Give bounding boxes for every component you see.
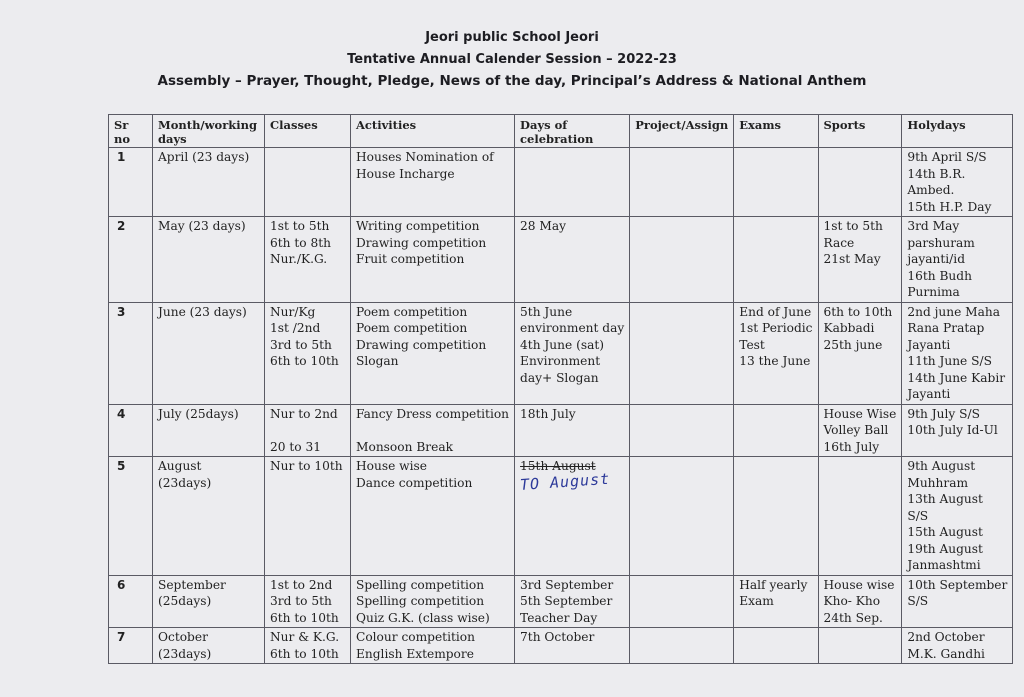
struck-text: 15th August <box>520 459 596 473</box>
session-title: Tentative Annual Calender Session – 2022-23 <box>347 52 677 67</box>
cell-line: Nur to 10th <box>270 459 343 473</box>
cell-line: 9th August <box>907 459 976 473</box>
cell-line: 2nd October <box>907 630 985 644</box>
cell-holidays <box>902 148 1013 217</box>
cell-line: 5th September <box>520 594 613 608</box>
cell-line: English Extempore <box>356 646 474 661</box>
cell-line: Kabbadi <box>823 321 875 335</box>
cell-month <box>153 457 265 576</box>
cell-line: Slogan <box>356 354 399 368</box>
cell-activities <box>351 457 515 576</box>
cell-line: 9th April S/S <box>907 150 987 164</box>
col-activities: Activities <box>351 115 515 148</box>
col-sports: Sports <box>818 115 902 148</box>
cell-line: July (25days) <box>158 406 239 421</box>
cell-line: Writing competition <box>356 219 480 233</box>
table-row <box>109 628 1013 664</box>
col-project: Project/Assign <box>630 115 734 148</box>
cell-line: 9th July S/S <box>907 406 980 421</box>
cell-line: 10th July Id-Ul <box>907 423 998 437</box>
table-row <box>109 217 1013 303</box>
cell-line: 14th June Kabir <box>907 370 1006 385</box>
cell-line: jayanti/id <box>907 252 965 266</box>
cell-line: 3rd September <box>520 577 614 592</box>
cell-line: 15th August <box>907 525 983 539</box>
cell-line: 16th Budh <box>907 268 972 283</box>
cell-line: 15th H.P. Day <box>907 199 992 214</box>
cell-month <box>153 628 265 664</box>
cell-line: 11th June S/S <box>907 354 992 368</box>
cell-activities <box>351 148 515 217</box>
cell-holidays <box>902 575 1013 628</box>
cell-project <box>630 628 734 664</box>
cell-line: Jayanti <box>907 337 951 352</box>
cell-line: 6th to 10th <box>823 304 893 319</box>
cell-line: Nur & K.G. <box>270 630 340 644</box>
cell-line: September <box>158 577 226 592</box>
cell-classes <box>265 302 351 404</box>
cell-line: 1st to 5th <box>270 219 330 233</box>
cell-line: Kho- Kho <box>823 594 881 608</box>
cell-line: Quiz G.K. (class wise) <box>356 610 490 625</box>
cell-activities <box>351 302 515 404</box>
cell-line: Poem competition <box>356 321 468 335</box>
cell-holidays <box>902 302 1013 404</box>
calendar-table <box>108 114 1013 664</box>
cell-exams <box>734 457 818 576</box>
cell-line: August <box>158 459 202 473</box>
cell-line: 10th September <box>907 577 1008 592</box>
cell-line: S/S <box>907 594 929 608</box>
cell-line: Test <box>739 337 765 352</box>
col-sr-no: Sr no <box>109 115 153 148</box>
cell-line: 24th Sep. <box>823 610 883 625</box>
cell-exams <box>734 217 818 303</box>
col-classes: Classes <box>265 115 351 148</box>
cell-classes <box>265 457 351 576</box>
cell-month <box>153 217 265 303</box>
cell-line: 3rd May <box>907 219 960 233</box>
cell-line: Janmashtmi <box>907 558 981 572</box>
cell-classes <box>265 628 351 664</box>
cell-exams <box>734 302 818 404</box>
cell-celebration <box>515 575 630 628</box>
cell-holidays <box>902 628 1013 664</box>
cell-month <box>153 404 265 457</box>
cell-line: 16th July <box>823 439 880 454</box>
cell-line: Nur to 2nd <box>270 406 338 421</box>
cell-celebration <box>515 217 630 303</box>
cell-line: 3rd to 5th <box>270 337 332 352</box>
cell-line: Spelling competition <box>356 577 485 592</box>
cell-line: 18th July <box>520 406 576 421</box>
cell-project <box>630 575 734 628</box>
cell-line: 1st /2nd <box>270 321 321 335</box>
cell-line: Dance competition <box>356 475 473 490</box>
cell-line: Houses Nomination of <box>356 150 494 164</box>
cell-line: S/S <box>907 508 929 523</box>
cell-line: Volley Ball <box>823 423 889 437</box>
cell-classes <box>265 404 351 457</box>
cell-line: 1st to 5th <box>823 219 883 233</box>
col-holidays: Holydays <box>902 115 1013 148</box>
cell-sr-no: 6 <box>109 575 153 628</box>
col-celebration: Days of celebration <box>515 115 630 148</box>
cell-line: 13 the June <box>739 354 811 368</box>
school-title: Jeori public School Jeori <box>425 30 599 45</box>
cell-line: Ambed. <box>907 183 955 197</box>
cell-line: Fancy Dress competition <box>356 406 510 421</box>
cell-line: 28 May <box>520 219 567 233</box>
cell-exams <box>734 575 818 628</box>
cell-line: 3rd to 5th <box>270 594 332 608</box>
table-row <box>109 404 1013 457</box>
cell-line: 6th to 10th <box>270 610 339 625</box>
cell-sr-no: 5 <box>109 457 153 576</box>
cell-line: May (23 days) <box>158 219 246 233</box>
cell-line: Drawing competition <box>356 235 487 250</box>
cell-line: 14th B.R. <box>907 166 966 181</box>
cell-sports <box>818 457 902 576</box>
cell-celebration <box>515 457 630 576</box>
cell-project <box>630 217 734 303</box>
handwritten-note: TO August <box>519 469 611 494</box>
cell-celebration <box>515 628 630 664</box>
cell-sports <box>818 217 902 303</box>
cell-holidays <box>902 404 1013 457</box>
cell-line: (25days) <box>158 594 212 608</box>
cell-line: House Wise <box>823 406 897 421</box>
cell-activities <box>351 404 515 457</box>
cell-activities <box>351 575 515 628</box>
cell-line: 25th june <box>823 337 883 352</box>
cell-line: June (23 days) <box>158 304 247 319</box>
cell-line: Poem competition <box>356 304 468 319</box>
cell-sports <box>818 628 902 664</box>
cell-celebration <box>515 302 630 404</box>
cell-line: 13th August <box>907 492 983 506</box>
cell-sports <box>818 302 902 404</box>
cell-line: 5th June <box>520 304 573 319</box>
cell-line: October <box>158 630 208 644</box>
cell-celebration <box>515 404 630 457</box>
cell-line: 6th to 8th <box>270 235 331 250</box>
cell-line: End of June <box>739 304 812 319</box>
cell-classes <box>265 217 351 303</box>
cell-month <box>153 302 265 404</box>
cell-line: 4th June (sat) <box>520 337 605 352</box>
cell-line: Spelling competition <box>356 594 485 608</box>
cell-sr-no: 3 <box>109 302 153 404</box>
cell-line: House Incharge <box>356 166 455 181</box>
cell-project <box>630 302 734 404</box>
cell-line: Exam <box>739 594 774 608</box>
cell-line: 1st Periodic <box>739 321 813 335</box>
cell-line: Rana Pratap <box>907 321 985 335</box>
cell-line: environment day <box>520 321 625 335</box>
cell-project <box>630 148 734 217</box>
table-row <box>109 302 1013 404</box>
cell-line: April (23 days) <box>158 150 250 164</box>
header-row <box>109 115 1013 148</box>
cell-line: 20 to 31 <box>270 439 321 454</box>
cell-line: 21st May <box>823 252 881 266</box>
cell-exams <box>734 148 818 217</box>
cell-line: Muhhram <box>907 475 969 490</box>
cell-line: day+ Slogan <box>520 370 599 385</box>
table-row <box>109 457 1013 576</box>
cell-line: 6th to 10th <box>270 354 339 368</box>
cell-line: 2nd june Maha <box>907 304 1001 319</box>
cell-line: parshuram <box>907 235 975 250</box>
cell-line: 6th to 10th <box>270 646 339 661</box>
cell-line: Monsoon Break <box>356 439 453 454</box>
cell-line: Teacher Day <box>520 610 598 625</box>
cell-line: Jayanti <box>907 387 951 401</box>
table-row <box>109 575 1013 628</box>
cell-classes <box>265 575 351 628</box>
cell-sports <box>818 148 902 217</box>
cell-line: Fruit competition <box>356 252 465 266</box>
cell-project <box>630 457 734 576</box>
cell-line: Environment <box>520 354 601 368</box>
cell-line: Nur/Kg <box>270 304 316 319</box>
cell-holidays <box>902 457 1013 576</box>
cell-line: Race <box>823 235 855 250</box>
cell-line: 1st to 2nd <box>270 577 333 592</box>
cell-line: (23days) <box>158 475 212 490</box>
cell-line: Half yearly <box>739 577 808 592</box>
assembly-line: Assembly – Prayer, Thought, Pledge, News of the day, Principal’s Address & National Anthem <box>157 73 867 89</box>
cell-line: Nur./K.G. <box>270 252 328 266</box>
cell-line: Drawing competition <box>356 337 487 352</box>
cell-classes <box>265 148 351 217</box>
table-row <box>109 148 1013 217</box>
cell-sports <box>818 404 902 457</box>
cell-line: M.K. Gandhi <box>907 646 985 661</box>
cell-exams <box>734 628 818 664</box>
cell-line: Purnima <box>907 285 960 299</box>
cell-activities <box>351 628 515 664</box>
cell-sr-no: 1 <box>109 148 153 217</box>
cell-line: (23days) <box>158 646 212 661</box>
col-exams: Exams <box>734 115 818 148</box>
cell-month <box>153 575 265 628</box>
cell-celebration <box>515 148 630 217</box>
cell-exams <box>734 404 818 457</box>
cell-sports <box>818 575 902 628</box>
cell-line: House wise <box>823 577 895 592</box>
col-month: Month/working days <box>153 115 265 148</box>
cell-line <box>270 422 345 439</box>
cell-line: Colour competition <box>356 630 475 644</box>
cell-sr-no: 7 <box>109 628 153 664</box>
cell-line <box>356 422 509 439</box>
cell-activities <box>351 217 515 303</box>
cell-project <box>630 404 734 457</box>
cell-holidays <box>902 217 1013 303</box>
cell-line: 19th August <box>907 541 983 556</box>
cell-sr-no: 2 <box>109 217 153 303</box>
cell-sr-no: 4 <box>109 404 153 457</box>
cell-line: 7th October <box>520 630 595 644</box>
cell-month <box>153 148 265 217</box>
cell-line: House wise <box>356 459 427 473</box>
